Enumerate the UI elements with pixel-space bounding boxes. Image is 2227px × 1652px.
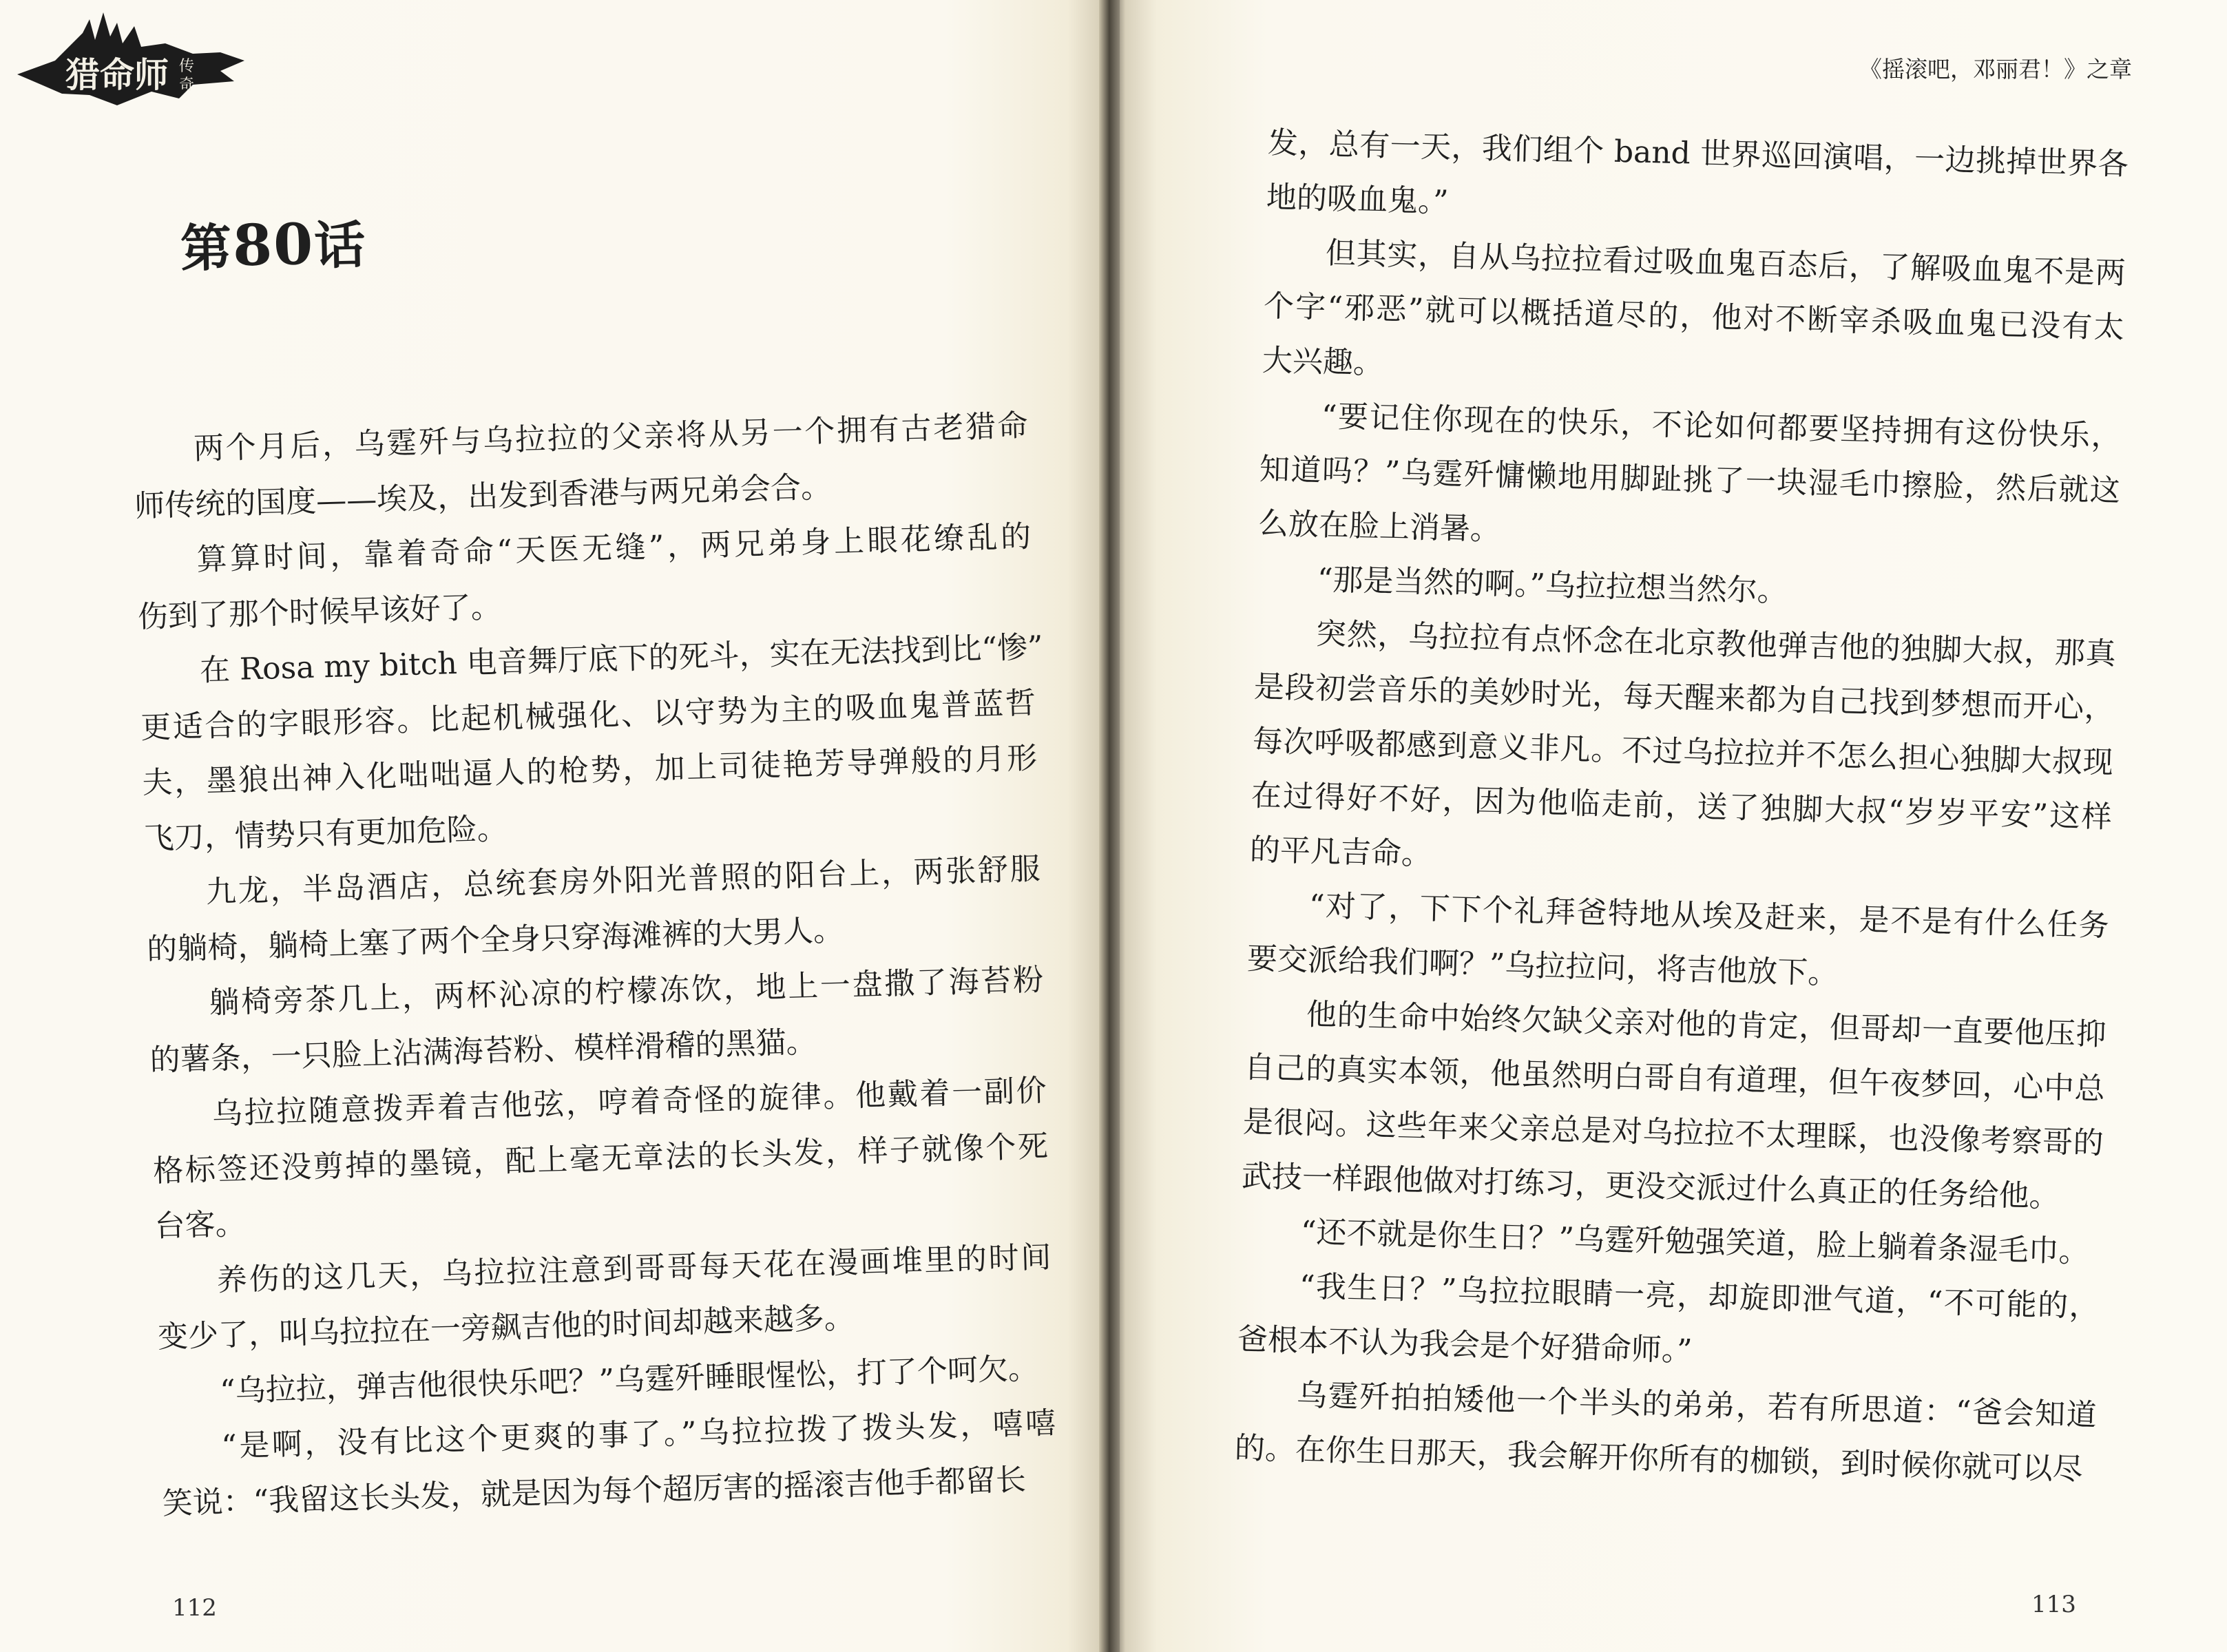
svg-text:传: 传 <box>179 58 195 75</box>
text-line: 格标签还没剪掉的墨镜，配上毫无章法的长头发，样子就像个死 <box>152 1128 1049 1189</box>
text-line: 乌霆歼拍拍矮他一个半头的弟弟，若有所思道：“爸会知道 <box>1296 1377 2098 1434</box>
chapter-title <box>180 205 367 282</box>
text-line: 的躺椅，躺椅上塞了两个全身只穿海滩裤的大男人。 <box>146 912 844 968</box>
text-line: 是段初尝音乐的美妙时光，每天醒来都为自己找到梦想而开心， <box>1253 669 2115 726</box>
text-line: 躺椅旁茶几上，两杯沁凉的柠檬冻饮，地上一盘撒了海苔粉 <box>208 962 1044 1021</box>
chapter-suffix: 话 <box>313 216 368 276</box>
text-line: 更适合的字眼形容。比起机械强化、以守势为主的吸血鬼普蓝哲 <box>140 685 1036 746</box>
paragraph <box>1262 224 2126 410</box>
text-line: 个字“邪恶”就可以概括道尽的，他对不断宰杀吸血鬼已没有太 <box>1263 288 2125 346</box>
text-line: 大兴趣。 <box>1262 342 1384 381</box>
text-line: 突然，乌拉拉有点怀念在北京教他弹吉他的独脚大叔，那真 <box>1315 616 2117 672</box>
text-line: 发，总有一天，我们组个 band 世界巡回演唱，一边挑掉世界各 <box>1267 125 2129 182</box>
paragraph <box>151 1063 1050 1255</box>
text-line: 的。在你生日那天，我会解开你所有的枷锁，到时候你就可以尽 <box>1234 1430 2084 1487</box>
text-line: “乌拉拉，弹吉他很快乐吧？”乌霆歼睡眼惺忪，打了个呵欠。 <box>219 1350 1039 1409</box>
text-line: 九龙，半岛酒店，总统套房外阳光普照的阳台上，两张舒服 <box>205 851 1041 910</box>
text-line: 每次呼吸都感到意义非凡。不过乌拉拉并不怎么担心独脚大叔现 <box>1252 723 2114 781</box>
text-line: 么放在脸上消暑。 <box>1257 505 1501 547</box>
text-line: 在 Rosa my bitch 电音舞厅底下的死斗，实在无法找到比“惨” <box>199 629 1044 689</box>
text-line: 师传统的国度——埃及，出发到香港与两兄弟会合。 <box>134 469 832 524</box>
svg-text:猎命师: 猎命师 <box>65 54 169 95</box>
paragraph <box>1266 116 2129 247</box>
left-page <box>0 0 1112 1652</box>
text-line: 在过得好不好，因为他临走前，送了独脚大叔“岁岁平安”这样 <box>1251 777 2113 835</box>
text-line: “还不就是你生日？”乌霆歼勉强笑道，脸上躺着条湿毛巾。 <box>1300 1214 2090 1270</box>
book-gutter <box>1099 0 1120 1652</box>
paragraph <box>1257 388 2122 573</box>
text-line: 爸根本不认为我会是个好猎命师。” <box>1237 1321 1693 1369</box>
page-number-left: 112 <box>172 1594 217 1622</box>
text-line: 伤到了那个时候早该好了。 <box>137 589 502 635</box>
paragraph <box>1249 605 2117 899</box>
right-page-body <box>1234 116 2129 1497</box>
text-line: 飞刀，情势只有更加危险。 <box>143 811 508 857</box>
text-line: 自己的真实本领，他虽然明白哥自有道理，但午夜梦回，心中总 <box>1244 1049 2106 1107</box>
text-line: 笑说：“我留这长头发，就是因为每个超厉害的摇滚吉他手都留长 <box>162 1461 1027 1521</box>
text-line: “我生日？”乌拉拉眼睛一亮，却旋即泄气道，“不可能的， <box>1299 1268 2100 1325</box>
text-line: “对了，下下个礼拜爸特地从埃及赶来，是不是有什么任务 <box>1308 888 2110 944</box>
paragraph <box>1234 1366 2098 1497</box>
svg-text:奇: 奇 <box>179 76 195 94</box>
chapter-number: 80 <box>232 211 315 280</box>
text-line: 变少了，叫乌拉拉在一旁飙吉他的时间却越来越多。 <box>157 1300 855 1355</box>
left-page-body <box>132 399 1058 1532</box>
text-line: 算算时间，靠着奇命“天医无缝”，两兄弟身上眼花缭乱的 <box>196 519 1032 578</box>
text-line: 两个月后，乌霆歼与乌拉拉的父亲将从另一个拥有古老猎命 <box>193 408 1029 467</box>
running-head: 《摇滚吧，邓丽君！》之章 <box>1859 56 2132 83</box>
text-line: 是很闷。这些年来父亲总是对乌拉拉不太理睬，也没像考察哥的 <box>1242 1104 2104 1162</box>
book-series-logo <box>14 6 248 109</box>
text-line: 武技一样跟他做对打练习，更没交派过什么真正的任务给他。 <box>1241 1158 2060 1215</box>
text-line: 夫，墨狼出神入化咄咄逼人的枪势，加上司徒艳芳导弹般的月形 <box>141 740 1038 801</box>
castle-logo-icon <box>14 6 248 109</box>
text-line: “是啊，没有比这个更爽的事了。”乌拉拉拨了拨头发，嘻嘻 <box>220 1405 1056 1464</box>
text-line: 但其实，自从乌拉拉看过吸血鬼百态后，了解吸血鬼不是两 <box>1325 236 2126 291</box>
text-line: 的薯条，一只脸上沾满海苔粉、模样滑稽的黑猫。 <box>149 1024 817 1078</box>
text-line: 养伤的这几天，乌拉拉注意到哥哥每天花在漫画堆里的时间 <box>216 1239 1052 1298</box>
text-line: 知道吗？”乌霆歼慵懒地用脚趾挑了一块湿毛巾擦脸，然后就这 <box>1259 451 2121 509</box>
paragraph <box>138 620 1044 867</box>
text-line: 他的生命中始终欠缺父亲对他的肯定，但哥却一直要他压抑 <box>1306 996 2107 1053</box>
text-line: 乌拉拉随意拨弄着吉他弦，哼着奇怪的旋律。他戴着一副价 <box>211 1073 1047 1132</box>
paragraph <box>1246 877 2110 1008</box>
text-line: 的平凡吉命。 <box>1249 832 1432 872</box>
paragraph <box>1237 1257 2100 1388</box>
text-line: “要记住你现在的快乐，不论如何都要坚持拥有这份快乐， <box>1321 399 2122 454</box>
text-line: 台客。 <box>154 1206 247 1244</box>
paragraph <box>1241 986 2107 1226</box>
page-number-right: 113 <box>2031 1591 2076 1618</box>
text-line: “那是当然的啊。”乌拉拉想当然尔。 <box>1317 562 1788 609</box>
text-line: 要交派给我们啊？”乌拉拉问，将吉他放下。 <box>1246 941 1839 992</box>
chapter-prefix: 第 <box>180 218 234 279</box>
text-line: 地的吸血鬼。” <box>1266 179 1450 220</box>
